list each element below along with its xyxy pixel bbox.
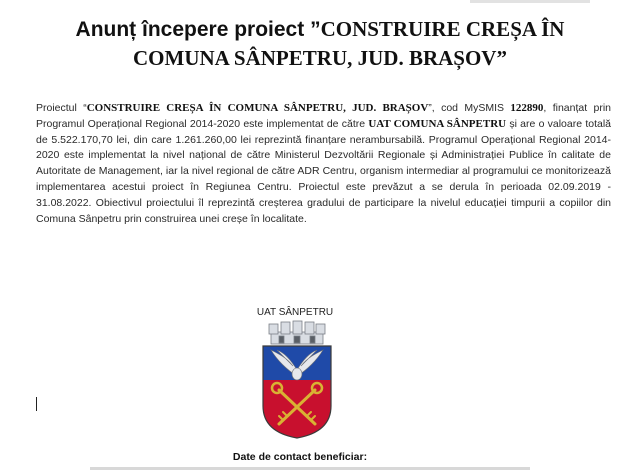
title-line-1 [40,15,600,44]
title-line-2: COMUNA SÂNPETRU, JUD. BRAȘOV” [133,46,507,70]
cropped-footer-text [90,466,530,470]
desc-part-2: ”, cod MySMIS [428,102,511,114]
mural-crown [269,321,325,344]
contact-heading: Date de contact beneficiar: [232,451,368,463]
beneficiary-name: UAT COMUNA SÂNPETRU [368,117,507,130]
page-title [40,15,600,73]
project-name: CONSTRUIRE CREȘA ÎN COMUNA SÂNPETRU, JUD. BRAȘOV [86,102,429,114]
cropped-header-text [470,0,617,5]
title-project-caps: CONSTRUIRE CREȘA ÎN [320,17,565,41]
title-prefix: Anunț începere proiect ” [75,18,321,41]
crest-label: UAT SÂNPETRU [256,307,334,318]
mysmis-code: 122890 [510,102,544,114]
project-description [36,101,611,227]
text-cursor [36,397,37,411]
desc-part-1: Proiectul “ [36,102,87,114]
desc-part-4: și are o valoare totală de 5.522.170,70 lei, din care 1.261.260,00 lei reprezintă finanțare nerambursabilă. Programul Operațional Regional 2014-2020 este implementat la nivel național de către Ministerul Dezvoltării Regionale și Administrației Publice în calitate de Autoritate de Management, iar la nivel regional de către ADR Centru, organism intermediar al programului ce monitorizează implementarea acestui proiect în Regiunea Centru. Proiectul este prevăzut a se derula în perioada 02.09.2019 - 31.08.2022. Obiectivul proiectului îl reprezintă creșterea gradului de participare la nivelul educației timpurii a copiilor din Comuna Sânpetru prin construirea unei creșe în localitate. [36,117,612,225]
desc-part-3: , finanțat prin Programul Operațional Regional 2014-2020 este implementat de către [36,102,612,130]
coat-of-arms-icon [257,320,337,440]
